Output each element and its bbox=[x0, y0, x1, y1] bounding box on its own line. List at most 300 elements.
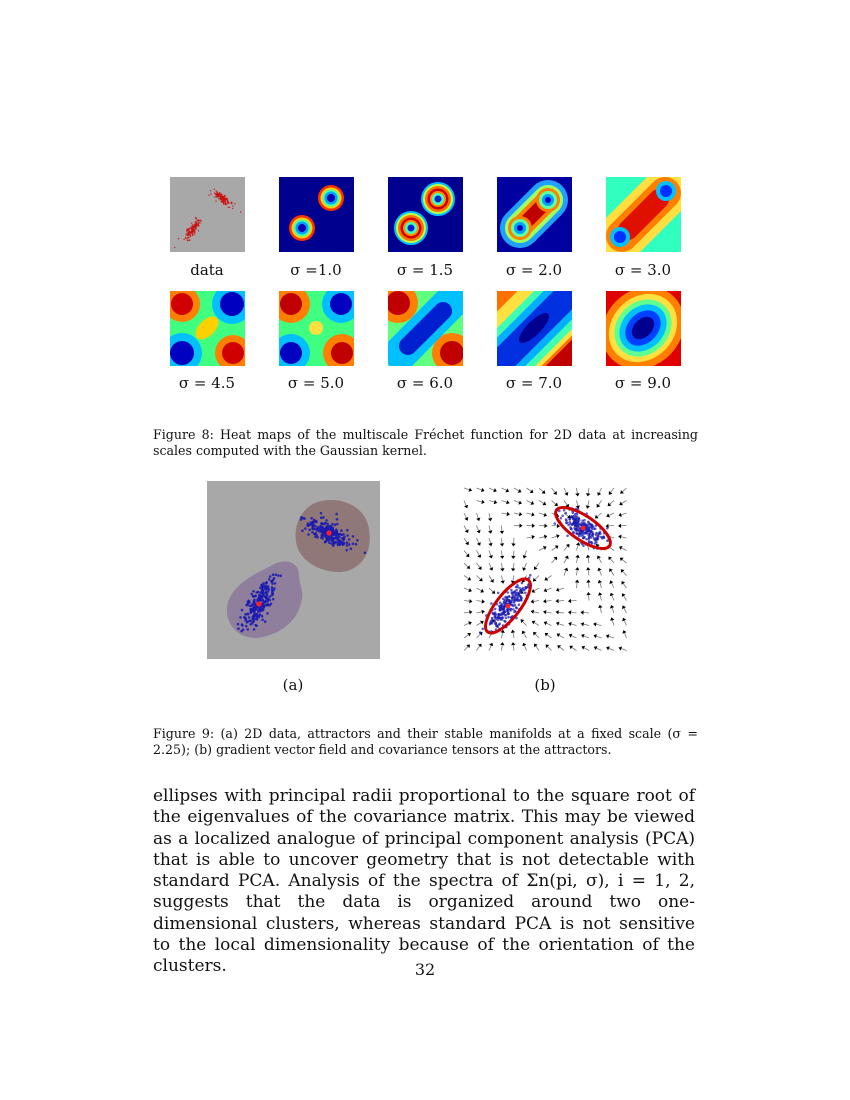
data-point bbox=[508, 595, 511, 598]
data-point bbox=[575, 515, 578, 518]
data-point bbox=[576, 532, 579, 535]
data-point bbox=[333, 537, 336, 540]
data-point bbox=[183, 239, 184, 240]
data-point bbox=[232, 205, 233, 206]
data-point bbox=[571, 515, 574, 518]
data-point bbox=[490, 602, 493, 605]
vector-shaft bbox=[514, 538, 515, 544]
data-point bbox=[516, 584, 519, 587]
data-point bbox=[507, 613, 510, 616]
data-point bbox=[510, 589, 513, 592]
data-point bbox=[242, 628, 245, 631]
data-point bbox=[499, 601, 502, 604]
data-point bbox=[188, 230, 189, 231]
data-point bbox=[336, 523, 339, 526]
data-point bbox=[194, 232, 195, 233]
data-point bbox=[262, 606, 265, 609]
data-point bbox=[568, 518, 571, 521]
data-point bbox=[237, 623, 240, 626]
data-point bbox=[521, 582, 524, 585]
data-point bbox=[554, 522, 557, 525]
data-point bbox=[267, 598, 270, 601]
data-point bbox=[241, 609, 244, 612]
data-point bbox=[241, 623, 244, 626]
heatmap-sigma-1-5 bbox=[388, 177, 463, 252]
data-point bbox=[227, 198, 228, 199]
data-point bbox=[497, 624, 500, 627]
data-point bbox=[268, 596, 271, 599]
data-point bbox=[228, 201, 229, 202]
data-point bbox=[482, 628, 485, 631]
data-point bbox=[345, 549, 348, 552]
data-point bbox=[300, 516, 303, 519]
data-point bbox=[192, 225, 193, 226]
data-point bbox=[280, 575, 283, 578]
data-point bbox=[307, 524, 310, 527]
data-point bbox=[252, 615, 255, 618]
data-point bbox=[346, 544, 349, 547]
data-point bbox=[194, 234, 195, 235]
data-point bbox=[247, 628, 250, 631]
data-point bbox=[494, 623, 497, 626]
data-point bbox=[301, 529, 304, 532]
data-point bbox=[225, 203, 226, 204]
data-point bbox=[323, 523, 326, 526]
data-point bbox=[174, 247, 175, 248]
data-point bbox=[320, 512, 323, 515]
data-point bbox=[516, 598, 519, 601]
data-point bbox=[518, 587, 521, 590]
data-point bbox=[565, 519, 568, 522]
data-point bbox=[508, 599, 511, 602]
data-point bbox=[574, 528, 577, 531]
data-point bbox=[268, 604, 271, 607]
data-point bbox=[560, 517, 563, 520]
panel-label-sigma-7-0: σ = 7.0 bbox=[505, 374, 563, 392]
data-point bbox=[216, 190, 217, 191]
attractor-lower bbox=[256, 601, 261, 606]
data-point bbox=[239, 616, 242, 619]
data-point bbox=[220, 197, 221, 198]
data-point bbox=[245, 604, 248, 607]
panel-label-sigma-6-0: σ = 6.0 bbox=[396, 374, 454, 392]
data-point bbox=[253, 618, 256, 621]
data-point bbox=[588, 522, 591, 525]
panel-label-sigma-2-0: σ = 2.0 bbox=[505, 261, 563, 279]
data-point bbox=[271, 582, 274, 585]
data-point bbox=[312, 521, 315, 524]
data-point bbox=[343, 538, 346, 541]
data-point bbox=[588, 532, 591, 535]
heatmap-sigma-2-0 bbox=[497, 177, 572, 252]
data-point bbox=[225, 201, 226, 202]
data-point bbox=[192, 224, 193, 225]
attractor-upper bbox=[326, 530, 331, 535]
data-point bbox=[221, 199, 222, 200]
data-point bbox=[566, 535, 569, 538]
data-point bbox=[186, 229, 187, 230]
data-point bbox=[598, 532, 601, 535]
data-point bbox=[272, 573, 275, 576]
data-point bbox=[346, 529, 349, 532]
data-point bbox=[352, 542, 355, 545]
data-point bbox=[591, 535, 594, 538]
data-point bbox=[311, 526, 314, 529]
data-point bbox=[268, 578, 271, 581]
data-point bbox=[264, 600, 267, 603]
data-point bbox=[346, 534, 349, 537]
page-number: 32 bbox=[414, 960, 436, 979]
data-point bbox=[518, 603, 521, 606]
data-point bbox=[519, 591, 522, 594]
data-point bbox=[216, 192, 217, 193]
data-point bbox=[250, 610, 253, 613]
data-point bbox=[208, 195, 209, 196]
data-point bbox=[322, 516, 325, 519]
data-point bbox=[494, 620, 497, 623]
data-point bbox=[216, 195, 217, 196]
data-point bbox=[307, 533, 310, 536]
data-point bbox=[573, 523, 576, 526]
data-point bbox=[585, 538, 588, 541]
data-point bbox=[264, 595, 267, 598]
data-point bbox=[315, 521, 318, 524]
data-point bbox=[186, 233, 187, 234]
data-point bbox=[352, 535, 355, 538]
data-point bbox=[584, 523, 587, 526]
data-point bbox=[606, 527, 609, 530]
data-point bbox=[337, 540, 340, 543]
data-point bbox=[221, 194, 222, 195]
data-point bbox=[198, 230, 199, 231]
data-point bbox=[577, 521, 580, 524]
data-point bbox=[247, 613, 250, 616]
data-point bbox=[277, 574, 280, 577]
figure-8-caption: Figure 8: Heat maps of the multiscale Fréchet function for 2D data at increasing scales computed with the Gaussian kernel. bbox=[153, 427, 698, 458]
data-point bbox=[269, 575, 272, 578]
data-point bbox=[595, 536, 598, 539]
data-point bbox=[336, 518, 339, 521]
data-point bbox=[257, 591, 260, 594]
data-point bbox=[515, 606, 518, 609]
data-point bbox=[336, 533, 339, 536]
data-point bbox=[272, 598, 275, 601]
data-point bbox=[247, 600, 250, 603]
data-point bbox=[321, 534, 324, 537]
heatmap-sigma-6-0 bbox=[388, 291, 463, 366]
subfigure-label-a: (a) bbox=[282, 676, 304, 694]
data-point bbox=[252, 620, 255, 623]
data-point bbox=[187, 237, 188, 238]
data-point bbox=[336, 537, 339, 540]
panel-label-sigma-1-5: σ = 1.5 bbox=[396, 261, 454, 279]
data-point bbox=[231, 202, 232, 203]
data-point bbox=[260, 584, 263, 587]
data-point bbox=[249, 620, 252, 623]
data-point bbox=[228, 207, 229, 208]
data-point bbox=[513, 611, 516, 614]
data-point bbox=[244, 619, 247, 622]
data-point bbox=[316, 536, 319, 539]
data-point bbox=[583, 519, 586, 522]
data-point bbox=[491, 622, 494, 625]
data-point bbox=[272, 579, 275, 582]
data-point bbox=[334, 523, 337, 526]
data-point bbox=[198, 220, 199, 221]
data-point bbox=[326, 538, 329, 541]
figure-9-caption: Figure 9: (a) 2D data, attractors and their stable manifolds at a fixed scale (σ = 2.25); (b) gradient vector field and covariance tensors at the attractors. bbox=[153, 726, 698, 757]
data-point bbox=[254, 608, 257, 611]
data-point bbox=[582, 533, 585, 536]
data-point bbox=[254, 624, 257, 627]
data-point bbox=[321, 531, 324, 534]
data-point bbox=[594, 528, 597, 531]
data-point bbox=[503, 608, 506, 611]
data-point bbox=[261, 619, 264, 622]
data-point bbox=[265, 587, 268, 590]
data-point bbox=[210, 190, 211, 191]
data-point bbox=[194, 229, 195, 230]
data-point bbox=[512, 596, 515, 599]
data-point bbox=[514, 592, 517, 595]
vector-shaft bbox=[589, 583, 590, 589]
data-point bbox=[505, 617, 508, 620]
data-point bbox=[501, 617, 504, 620]
data-point bbox=[328, 542, 331, 545]
data-point bbox=[565, 512, 568, 515]
data-point bbox=[194, 225, 195, 226]
data-point bbox=[187, 235, 188, 236]
heatmap-sigma-1-0 bbox=[279, 177, 354, 252]
data-point bbox=[513, 600, 516, 603]
data-point bbox=[240, 211, 241, 212]
attractor-lower bbox=[506, 604, 511, 609]
data-point bbox=[582, 537, 585, 540]
data-point bbox=[511, 599, 514, 602]
data-point bbox=[250, 593, 253, 596]
data-point bbox=[274, 582, 277, 585]
data-point bbox=[529, 574, 532, 577]
data-point bbox=[502, 598, 505, 601]
data-point bbox=[340, 529, 343, 532]
data-point bbox=[355, 543, 358, 546]
data-point bbox=[178, 238, 179, 239]
data-point bbox=[214, 189, 215, 190]
data-point bbox=[491, 618, 494, 621]
data-point bbox=[498, 613, 501, 616]
data-point bbox=[577, 529, 580, 532]
data-point bbox=[479, 631, 482, 634]
heatmap-sigma-5-0 bbox=[279, 291, 354, 366]
data-point bbox=[224, 199, 225, 200]
data-point bbox=[561, 515, 564, 518]
data-point bbox=[216, 196, 217, 197]
data-point bbox=[494, 608, 497, 611]
data-point bbox=[319, 530, 322, 533]
data-point bbox=[497, 592, 500, 595]
data-point bbox=[192, 227, 193, 228]
panel-label-sigma-9-0: σ = 9.0 bbox=[614, 374, 672, 392]
data-point bbox=[346, 541, 349, 544]
data-point bbox=[503, 611, 506, 614]
data-point bbox=[319, 527, 322, 530]
data-point bbox=[512, 605, 515, 608]
data-point bbox=[253, 600, 256, 603]
data-point bbox=[262, 600, 265, 603]
data-point bbox=[328, 525, 331, 528]
panel-label-data: data bbox=[190, 261, 224, 279]
data-point bbox=[264, 620, 267, 623]
data-point bbox=[223, 196, 224, 197]
data-point bbox=[214, 196, 215, 197]
data-point bbox=[191, 223, 192, 224]
panel-label-sigma-4-5: σ = 4.5 bbox=[178, 374, 236, 392]
subfigure-label-b: (b) bbox=[534, 676, 556, 694]
data-point bbox=[337, 544, 340, 547]
data-point bbox=[215, 193, 216, 194]
data-point bbox=[248, 616, 251, 619]
data-point bbox=[300, 518, 303, 521]
vector-shaft bbox=[589, 595, 590, 601]
data-point bbox=[185, 238, 186, 239]
data-point bbox=[563, 509, 566, 512]
data-point bbox=[503, 620, 506, 623]
data-point bbox=[591, 528, 594, 531]
data-point bbox=[266, 612, 269, 615]
data-point bbox=[262, 608, 265, 611]
data-point bbox=[329, 528, 332, 531]
data-point bbox=[569, 523, 572, 526]
panel-label-sigma-3-0: σ = 3.0 bbox=[614, 261, 672, 279]
data-point bbox=[215, 200, 216, 201]
data-point bbox=[356, 539, 359, 542]
data-point bbox=[310, 517, 313, 520]
data-point bbox=[261, 615, 264, 618]
data-point bbox=[348, 543, 351, 546]
data-point bbox=[257, 616, 260, 619]
body-text: ellipses with principal radii proportional to the square root of the eigenvalues of the covariance matrix. This may be viewed as a localized analogue of principal component analysis (PCA) that is able to uncover geometry that is not detectable with standard PCA. Analysis of the spectra of Σn(pi, σ), i = 1, 2, suggests that the data is organized around two one-dimensional clusters, whereas standard PCA is not sensitive to the local dimensionality because of the orientation of the clusters. bbox=[153, 786, 695, 977]
data-point bbox=[218, 198, 219, 199]
data-point bbox=[232, 208, 233, 209]
data-point bbox=[266, 581, 269, 584]
data-point bbox=[190, 234, 191, 235]
data-point bbox=[591, 525, 594, 528]
data-point bbox=[594, 542, 597, 545]
data-point bbox=[308, 529, 311, 532]
data-point bbox=[592, 533, 595, 536]
data-point bbox=[304, 527, 307, 530]
data-point bbox=[311, 531, 314, 534]
data-point bbox=[334, 541, 337, 544]
data-point bbox=[187, 240, 188, 241]
data-point bbox=[499, 606, 502, 609]
data-point bbox=[492, 613, 495, 616]
data-point bbox=[195, 217, 196, 218]
data-point bbox=[332, 533, 335, 536]
data-point bbox=[187, 232, 188, 233]
data-point bbox=[190, 235, 191, 236]
data-point bbox=[221, 201, 222, 202]
data-point bbox=[191, 228, 192, 229]
data-point bbox=[197, 224, 198, 225]
data-point bbox=[321, 537, 324, 540]
data-point bbox=[192, 230, 193, 231]
data-point bbox=[258, 598, 261, 601]
data-point bbox=[314, 533, 317, 536]
data-point bbox=[271, 586, 274, 589]
data-point bbox=[516, 595, 519, 598]
data-point bbox=[200, 220, 201, 221]
figure-9b-plot bbox=[456, 478, 636, 663]
data-point bbox=[316, 528, 319, 531]
data-point bbox=[325, 519, 328, 522]
body-paragraph bbox=[153, 786, 695, 978]
data-point bbox=[217, 193, 218, 194]
data-point bbox=[196, 219, 197, 220]
data-point bbox=[189, 240, 190, 241]
data-point bbox=[335, 513, 338, 516]
data-point bbox=[585, 532, 588, 535]
data-point bbox=[341, 542, 344, 545]
data-point bbox=[252, 590, 255, 593]
data-point bbox=[271, 591, 274, 594]
data-point bbox=[267, 590, 270, 593]
data-point bbox=[364, 551, 367, 554]
figure-9a-plot bbox=[207, 481, 380, 659]
data-point bbox=[188, 229, 189, 230]
panel-label-sigma-5-0: σ = 5.0 bbox=[287, 374, 345, 392]
data-point bbox=[223, 200, 224, 201]
data-point bbox=[192, 235, 193, 236]
data-point bbox=[595, 532, 598, 535]
data-point bbox=[578, 517, 581, 520]
data-point bbox=[252, 595, 255, 598]
data-point bbox=[210, 193, 211, 194]
data-point bbox=[253, 628, 256, 631]
data-point bbox=[587, 527, 590, 530]
data-point bbox=[325, 525, 328, 528]
data-point bbox=[195, 222, 196, 223]
heatmap-data bbox=[170, 177, 245, 252]
attractor-upper bbox=[581, 526, 586, 531]
data-point bbox=[524, 592, 527, 595]
data-point bbox=[578, 532, 581, 535]
data-point bbox=[192, 233, 193, 234]
data-point bbox=[499, 618, 502, 621]
data-point bbox=[507, 591, 510, 594]
panel-label-sigma-1-0: σ =1.0 bbox=[290, 261, 342, 279]
heatmap-sigma-4-5 bbox=[170, 291, 245, 366]
heatmap-sigma-7-0 bbox=[497, 291, 572, 366]
data-point bbox=[525, 586, 528, 589]
data-point bbox=[507, 616, 510, 619]
vector-shaft bbox=[584, 613, 590, 614]
data-point bbox=[275, 573, 278, 576]
data-point bbox=[574, 513, 577, 516]
data-point bbox=[199, 222, 200, 223]
data-point bbox=[228, 202, 229, 203]
data-point bbox=[223, 198, 224, 199]
data-point bbox=[323, 530, 326, 533]
data-point bbox=[229, 207, 230, 208]
data-point bbox=[256, 613, 259, 616]
data-point bbox=[234, 203, 235, 204]
data-point bbox=[245, 625, 248, 628]
data-point bbox=[237, 627, 240, 630]
data-point bbox=[497, 616, 500, 619]
data-point bbox=[601, 537, 604, 540]
vector-shaft bbox=[559, 601, 565, 602]
